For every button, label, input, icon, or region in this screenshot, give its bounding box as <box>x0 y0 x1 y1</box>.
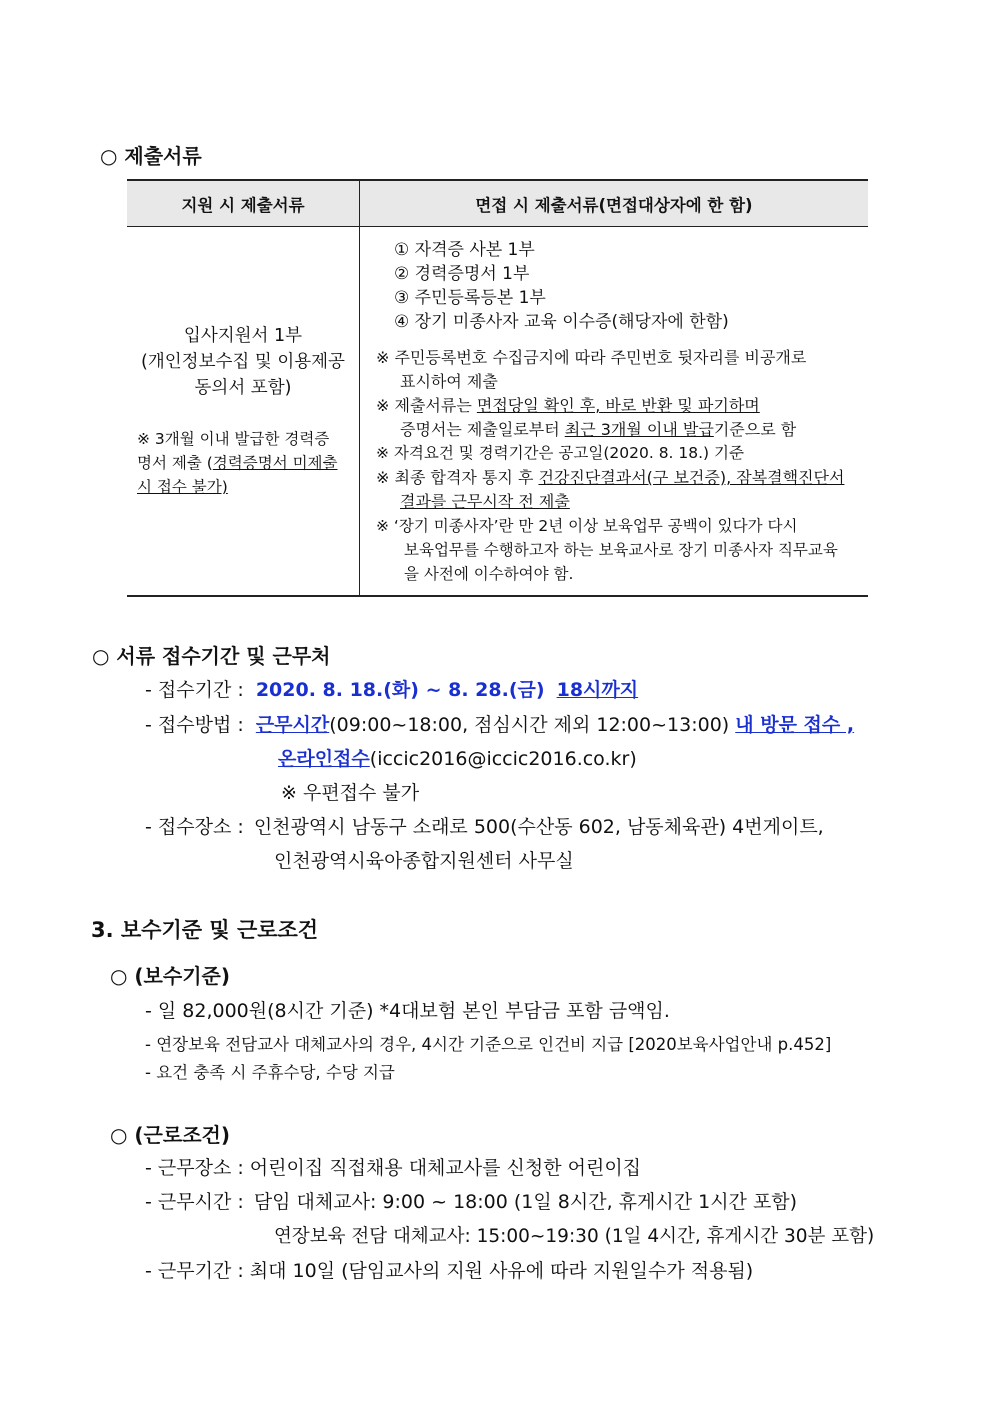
pay-line-1: - 일 82,000원(8시간 기준) *4대보험 본인 부담금 포함 금액임. <box>145 1000 670 1022</box>
work-hours-label: - 근무시간 : <box>145 1191 244 1213</box>
work-hours-row <box>145 1187 797 1214</box>
note4-a <box>376 466 844 489</box>
table-column-divider <box>359 180 360 596</box>
method-hours-text: (09:00~18:00, 점심시간 제외 12:00~13:00) <box>329 714 730 736</box>
pay-line-3: - 요건 충족 시 주휴수당, 수당 지급 <box>145 1063 395 1082</box>
method-online: 온라인접수 <box>278 748 370 770</box>
left-line-1: 입사지원서 1부 <box>183 326 303 346</box>
left-note-2a: 명서 제출 ( <box>137 454 213 472</box>
reception-heading: ○ 서류 접수기간 및 근무처 <box>92 644 331 668</box>
method-hours-label: 근무시간 <box>255 714 330 736</box>
table-header-border <box>127 226 868 227</box>
note1-a: ※ 주민등록번호 수집금지에 따라 주민번호 뒷자리를 비공개로 <box>376 348 807 367</box>
left-line-2: (개인정보수집 및 이용제공 <box>141 352 345 372</box>
doc-item-1: ① 자격증 사본 1부 <box>394 240 535 260</box>
note1-b: 표시하여 제출 <box>400 372 498 391</box>
note4-a1: ※ 최종 합격자 통지 후 <box>376 468 539 487</box>
table-top-border <box>127 179 868 181</box>
note5-c: 을 사전에 이수하여야 함. <box>404 565 574 583</box>
method-email: (iccic2016@iccic2016.co.kr) <box>369 748 637 770</box>
doc-item-3: ③ 주민등록등본 1부 <box>394 288 546 308</box>
doc-item-2: ② 경력증명서 1부 <box>394 264 530 284</box>
place-line2: 인천광역시육아종합지원센터 사무실 <box>274 850 574 872</box>
period-row <box>145 675 638 702</box>
left-note-2 <box>137 452 338 475</box>
note3: ※ 자격요건 및 경력기간은 공고일(2020. 8. 18.) 기준 <box>376 444 744 462</box>
place-row <box>145 812 824 839</box>
pay-heading: ○ (보수기준) <box>110 964 230 988</box>
method-visit: 내 방문 접수 , <box>735 714 855 736</box>
table-bottom-border <box>127 595 868 597</box>
col1-header: 지원 시 제출서류 <box>181 196 305 215</box>
col2-header: 면접 시 제출서류(면접대상자에 한 함) <box>475 196 753 215</box>
period-label: - 접수기간 : <box>145 679 244 701</box>
place-label: - 접수장소 : <box>145 816 244 838</box>
pay-line-2: - 연장보육 전담교사 대체교사의 경우, 4시간 기준으로 인건비 지급 [2020보육사업안내 p.452] <box>145 1035 832 1054</box>
note5-b: 보육업무를 수행하고자 하는 보육교사로 장기 미종사자 직무교육 <box>404 541 838 559</box>
note2-b1: 증명서는 제출일로부터 <box>400 420 565 439</box>
left-note-1: ※ 3개월 이내 발급한 경력증 <box>137 430 330 448</box>
method-label: - 접수방법 : <box>145 714 244 736</box>
place-line1: 인천광역시 남동구 소래로 500(수산동 602, 남동체육관) 4번게이트, <box>253 816 824 838</box>
work-place: - 근무장소 : 어린이집 직접채용 대체교사를 신청한 어린이집 <box>145 1157 642 1179</box>
method-note: ※ 우편접수 불가 <box>281 782 420 804</box>
note2-b3: 기준으로 함 <box>713 420 797 439</box>
left-note-2b: 경력증명서 미제출 <box>212 454 338 472</box>
note2-a <box>376 394 760 417</box>
method-online-row <box>278 744 637 771</box>
work-hours-2: 연장보육 전담 대체교사: 15:00~19:30 (1일 4시간, 휴게시간 30분 포함) <box>274 1226 875 1247</box>
section3-heading: 3. 보수기준 및 근로조건 <box>91 918 319 942</box>
left-note-3: 시 접수 불가) <box>137 478 228 496</box>
note2-b2: 최근 3개월 이내 발급 <box>564 420 714 439</box>
note2-a2: 면접당일 확인 후, 바로 반환 및 파기하며 <box>476 396 760 415</box>
work-heading: ○ (근로조건) <box>110 1123 230 1147</box>
docs-heading: ○ 제출서류 <box>100 144 202 168</box>
method-row <box>145 710 854 737</box>
work-period: - 근무기간 : 최대 10일 (담임교사의 지원 사유에 따라 지원일수가 적용됨) <box>145 1260 754 1282</box>
note5-a: ※ ‘장기 미종사자’란 만 2년 이상 보육업무 공백이 있다가 다시 <box>376 517 798 535</box>
left-line-3: 동의서 포함) <box>194 378 292 398</box>
period-until: 18시까지 <box>556 679 639 701</box>
note2-b <box>400 418 796 441</box>
note4-a2: 건강진단결과서(구 보건증), 잠복결핵진단서 <box>538 468 845 487</box>
note2-a1: ※ 제출서류는 <box>376 396 477 415</box>
doc-item-4: ④ 장기 미종사자 교육 이수증(해당자에 한함) <box>394 312 729 332</box>
work-hours-1: 담임 대체교사: 9:00 ~ 18:00 (1일 8시간, 휴게시간 1시간 포함) <box>253 1191 798 1213</box>
note4-b: 결과를 근무시작 전 제출 <box>400 492 570 511</box>
period-value: 2020. 8. 18.(화) ~ 8. 28.(금) <box>255 679 545 701</box>
